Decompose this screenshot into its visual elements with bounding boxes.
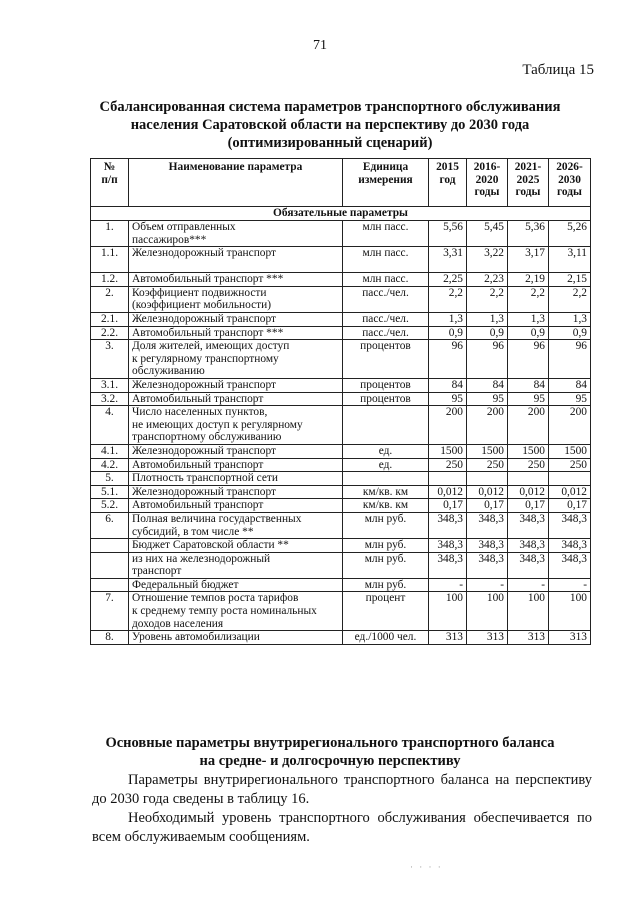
row-name-line: Автомобильный транспорт *** bbox=[132, 326, 284, 339]
paragraph-1: Параметры внутрирегионального транспортного баланса на перспективу до 2030 года сведены в таблицу 16. bbox=[92, 772, 592, 807]
row-number: 1.1. bbox=[91, 247, 129, 273]
row-name-line: Отношение темпов роста тарифов bbox=[132, 592, 299, 605]
row-name-line: Автомобильный транспорт bbox=[132, 392, 264, 405]
value-2021-2025: 1500 bbox=[508, 444, 549, 458]
value-2026-2030: 348,3 bbox=[549, 512, 591, 538]
value-2026-2030: 313 bbox=[549, 631, 591, 645]
row-name bbox=[129, 247, 343, 273]
row-unit: процентов bbox=[343, 340, 429, 379]
value-2015: 95 bbox=[429, 392, 467, 406]
table-row bbox=[91, 286, 591, 312]
table-row bbox=[91, 499, 591, 513]
value-2015: 348,3 bbox=[429, 552, 467, 578]
value-2021-2025: 0,012 bbox=[508, 485, 549, 499]
row-name bbox=[129, 592, 343, 631]
value-2026-2030: 96 bbox=[549, 340, 591, 379]
value-2026-2030 bbox=[549, 472, 591, 486]
table-row bbox=[91, 472, 591, 486]
row-unit: км/кв. км bbox=[343, 485, 429, 499]
value-2021-2025: 96 bbox=[508, 340, 549, 379]
value-2021-2025: 100 bbox=[508, 592, 549, 631]
value-2021-2025: 250 bbox=[508, 458, 549, 472]
section-title-line: на средне- и долгосрочную перспективу bbox=[199, 753, 461, 769]
row-name-line: Полная величина государственных bbox=[132, 512, 302, 525]
row-unit: млн руб. bbox=[343, 512, 429, 538]
row-unit bbox=[343, 406, 429, 445]
row-name bbox=[129, 631, 343, 645]
title-line: (оптимизированный сценарий) bbox=[227, 135, 433, 151]
row-name-line: к среднему темпу роста номинальных bbox=[132, 605, 317, 618]
scan-artifact: · · · · bbox=[410, 862, 443, 872]
row-name-line: Автомобильный транспорт *** bbox=[132, 273, 284, 286]
table-row bbox=[91, 578, 591, 592]
row-name bbox=[129, 406, 343, 445]
row-name-line: Автомобильный транспорт bbox=[132, 458, 264, 471]
row-unit: млн руб. bbox=[343, 539, 429, 553]
row-name bbox=[129, 392, 343, 406]
value-2015: 1,3 bbox=[429, 312, 467, 326]
value-2021-2025: 0,9 bbox=[508, 326, 549, 340]
row-number: 5. bbox=[91, 472, 129, 486]
row-name bbox=[129, 340, 343, 379]
value-2016-2020: 1,3 bbox=[467, 312, 508, 326]
value-2021-2025: 1,3 bbox=[508, 312, 549, 326]
header-2021-2025: 2021- 2025 годы bbox=[508, 159, 549, 207]
value-2016-2020: 250 bbox=[467, 458, 508, 472]
row-number: 3. bbox=[91, 340, 129, 379]
row-number: 1. bbox=[91, 221, 129, 247]
row-name bbox=[129, 326, 343, 340]
value-2016-2020: 5,45 bbox=[467, 221, 508, 247]
value-2026-2030: 0,012 bbox=[549, 485, 591, 499]
table-row bbox=[91, 485, 591, 499]
value-2015: - bbox=[429, 578, 467, 592]
table-row bbox=[91, 392, 591, 406]
value-2015: 96 bbox=[429, 340, 467, 379]
header-name: Наименование параметра bbox=[129, 159, 343, 207]
value-2015: 100 bbox=[429, 592, 467, 631]
row-name-line: Железнодорожный транспорт bbox=[132, 378, 277, 391]
value-2015: 313 bbox=[429, 631, 467, 645]
row-name bbox=[129, 512, 343, 538]
value-2016-2020: 313 bbox=[467, 631, 508, 645]
value-2026-2030: 348,3 bbox=[549, 539, 591, 553]
row-name-line: Автомобильный транспорт bbox=[132, 499, 264, 512]
row-name bbox=[129, 472, 343, 486]
row-name bbox=[129, 485, 343, 499]
table-row bbox=[91, 552, 591, 578]
row-number: 6. bbox=[91, 512, 129, 538]
value-2015: 348,3 bbox=[429, 539, 467, 553]
value-2026-2030: 100 bbox=[549, 592, 591, 631]
value-2015: 250 bbox=[429, 458, 467, 472]
value-2026-2030: 348,3 bbox=[549, 552, 591, 578]
value-2021-2025: 348,3 bbox=[508, 552, 549, 578]
page-number: 71 bbox=[313, 38, 327, 53]
row-name-line: не имеющих доступ к регулярному bbox=[132, 418, 303, 431]
row-name-line: Железнодорожный транспорт bbox=[132, 485, 277, 498]
value-2016-2020: 3,22 bbox=[467, 247, 508, 273]
table-row bbox=[91, 273, 591, 287]
row-number bbox=[91, 552, 129, 578]
row-name-line: субсидий, в том числе ** bbox=[132, 525, 254, 538]
row-unit bbox=[343, 472, 429, 486]
value-2015 bbox=[429, 472, 467, 486]
row-name-line: Железнодорожный транспорт bbox=[132, 444, 277, 457]
row-name-line: обслуживанию bbox=[132, 365, 205, 378]
value-2026-2030: - bbox=[549, 578, 591, 592]
section-title bbox=[60, 734, 600, 770]
value-2026-2030: 1500 bbox=[549, 444, 591, 458]
row-number: 2.2. bbox=[91, 326, 129, 340]
row-number: 3.2. bbox=[91, 392, 129, 406]
row-unit: процентов bbox=[343, 378, 429, 392]
value-2021-2025: 5,36 bbox=[508, 221, 549, 247]
row-unit: процент bbox=[343, 592, 429, 631]
value-2021-2025: - bbox=[508, 578, 549, 592]
value-2016-2020: 96 bbox=[467, 340, 508, 379]
table-row bbox=[91, 444, 591, 458]
row-name-line: Железнодорожный транспорт bbox=[132, 312, 277, 325]
row-unit: км/кв. км bbox=[343, 499, 429, 513]
value-2015: 200 bbox=[429, 406, 467, 445]
row-name-line: Плотность транспортной сети bbox=[132, 472, 278, 485]
table-row bbox=[91, 378, 591, 392]
row-unit: пасс./чел. bbox=[343, 326, 429, 340]
value-2015: 0,9 bbox=[429, 326, 467, 340]
value-2015: 1500 bbox=[429, 444, 467, 458]
row-name-line: к регулярному транспортному bbox=[132, 352, 279, 365]
row-unit: ед. bbox=[343, 458, 429, 472]
row-name bbox=[129, 458, 343, 472]
value-2016-2020: 100 bbox=[467, 592, 508, 631]
value-2026-2030: 200 bbox=[549, 406, 591, 445]
value-2026-2030: 2,2 bbox=[549, 286, 591, 312]
value-2016-2020: 2,2 bbox=[467, 286, 508, 312]
paragraph-2: Необходимый уровень транспортного обслуживания обеспечивается по всем обслуживаемым сообщениям. bbox=[92, 810, 592, 845]
table-row bbox=[91, 406, 591, 445]
row-name-line: Объем отправленных bbox=[132, 221, 236, 233]
row-name-line: Железнодорожный транспорт bbox=[132, 247, 277, 260]
value-2026-2030: 84 bbox=[549, 378, 591, 392]
table-row bbox=[91, 340, 591, 379]
value-2021-2025: 348,3 bbox=[508, 512, 549, 538]
value-2016-2020: 200 bbox=[467, 406, 508, 445]
row-number: 5.1. bbox=[91, 485, 129, 499]
row-name bbox=[129, 286, 343, 312]
parameters-table bbox=[90, 158, 591, 645]
value-2015: 3,31 bbox=[429, 247, 467, 273]
row-name-line: Доля жителей, имеющих доступ bbox=[132, 340, 290, 353]
value-2015: 2,25 bbox=[429, 273, 467, 287]
row-number: 4.1. bbox=[91, 444, 129, 458]
value-2026-2030: 1,3 bbox=[549, 312, 591, 326]
table-row bbox=[91, 326, 591, 340]
row-name bbox=[129, 499, 343, 513]
value-2021-2025: 84 bbox=[508, 378, 549, 392]
value-2026-2030: 0,17 bbox=[549, 499, 591, 513]
value-2026-2030: 2,15 bbox=[549, 273, 591, 287]
value-2021-2025: 348,3 bbox=[508, 539, 549, 553]
table-row bbox=[91, 221, 591, 247]
row-name bbox=[129, 312, 343, 326]
row-name-line: транспортному обслуживанию bbox=[132, 431, 282, 444]
row-name-line: (коэффициент мобильности) bbox=[132, 299, 272, 312]
row-number: 5.2. bbox=[91, 499, 129, 513]
row-unit: пасс./чел. bbox=[343, 286, 429, 312]
value-2016-2020: 0,012 bbox=[467, 485, 508, 499]
row-unit: млн руб. bbox=[343, 578, 429, 592]
value-2015: 0,17 bbox=[429, 499, 467, 513]
row-name-line: пассажиров*** bbox=[132, 233, 207, 246]
row-unit: млн пасс. bbox=[343, 221, 429, 247]
row-unit: пасс./чел. bbox=[343, 312, 429, 326]
row-name bbox=[129, 552, 343, 578]
value-2016-2020: 2,23 bbox=[467, 273, 508, 287]
value-2016-2020: 84 bbox=[467, 378, 508, 392]
row-name bbox=[129, 539, 343, 553]
header-2016-2020: 2016- 2020 годы bbox=[467, 159, 508, 207]
row-unit: процентов bbox=[343, 392, 429, 406]
value-2026-2030: 3,11 bbox=[549, 247, 591, 273]
row-name bbox=[129, 578, 343, 592]
header-2015: 2015 год bbox=[429, 159, 467, 207]
value-2016-2020: 348,3 bbox=[467, 512, 508, 538]
table-label: Таблица 15 bbox=[522, 62, 594, 78]
table-row bbox=[91, 592, 591, 631]
row-unit: млн пасс. bbox=[343, 247, 429, 273]
section-title-line: Основные параметры внутрирегионального транспортного баланса bbox=[105, 735, 555, 751]
row-number: 1.2. bbox=[91, 273, 129, 287]
table-row bbox=[91, 458, 591, 472]
row-name bbox=[129, 378, 343, 392]
value-2021-2025: 3,17 bbox=[508, 247, 549, 273]
table-title bbox=[60, 98, 600, 152]
table-row bbox=[91, 631, 591, 645]
row-name bbox=[129, 221, 343, 247]
row-number bbox=[91, 539, 129, 553]
row-number: 4. bbox=[91, 406, 129, 445]
value-2026-2030: 5,26 bbox=[549, 221, 591, 247]
value-2015: 2,2 bbox=[429, 286, 467, 312]
value-2016-2020: 0,17 bbox=[467, 499, 508, 513]
value-2015: 84 bbox=[429, 378, 467, 392]
row-unit: ед. bbox=[343, 444, 429, 458]
value-2021-2025: 313 bbox=[508, 631, 549, 645]
row-unit: млн руб. bbox=[343, 552, 429, 578]
row-unit: млн пасс. bbox=[343, 273, 429, 287]
row-number: 4.2. bbox=[91, 458, 129, 472]
table-row bbox=[91, 539, 591, 553]
row-name-line: Коэффициент подвижности bbox=[132, 286, 267, 299]
section-header: Обязательные параметры bbox=[91, 207, 591, 221]
value-2021-2025: 2,2 bbox=[508, 286, 549, 312]
row-number: 3.1. bbox=[91, 378, 129, 392]
row-name-line: доходов населения bbox=[132, 617, 224, 630]
row-number: 8. bbox=[91, 631, 129, 645]
row-name-line: из них на железнодорожный bbox=[132, 552, 271, 565]
value-2016-2020: 95 bbox=[467, 392, 508, 406]
row-name bbox=[129, 273, 343, 287]
value-2021-2025: 200 bbox=[508, 406, 549, 445]
header-unit: Единица измерения bbox=[343, 159, 429, 207]
value-2015: 5,56 bbox=[429, 221, 467, 247]
table-row bbox=[91, 247, 591, 273]
row-number: 2.1. bbox=[91, 312, 129, 326]
value-2016-2020: 1500 bbox=[467, 444, 508, 458]
value-2021-2025 bbox=[508, 472, 549, 486]
value-2026-2030: 0,9 bbox=[549, 326, 591, 340]
table-row bbox=[91, 312, 591, 326]
title-line: населения Саратовской области на перспективу до 2030 года bbox=[130, 117, 530, 133]
row-number: 2. bbox=[91, 286, 129, 312]
value-2016-2020: 348,3 bbox=[467, 552, 508, 578]
value-2016-2020: 348,3 bbox=[467, 539, 508, 553]
value-2015: 0,012 bbox=[429, 485, 467, 499]
row-name bbox=[129, 444, 343, 458]
value-2021-2025: 0,17 bbox=[508, 499, 549, 513]
row-name-line: Число населенных пунктов, bbox=[132, 406, 268, 419]
row-number bbox=[91, 578, 129, 592]
row-name-line: транспорт bbox=[132, 565, 182, 578]
value-2016-2020 bbox=[467, 472, 508, 486]
value-2015: 348,3 bbox=[429, 512, 467, 538]
value-2021-2025: 2,19 bbox=[508, 273, 549, 287]
row-name-line: Бюджет Саратовской области ** bbox=[132, 539, 289, 552]
value-2026-2030: 95 bbox=[549, 392, 591, 406]
row-name-line: Уровень автомобилизации bbox=[132, 631, 260, 644]
header-num: № п/п bbox=[91, 159, 129, 207]
header-2026-2030: 2026- 2030 годы bbox=[549, 159, 591, 207]
value-2021-2025: 95 bbox=[508, 392, 549, 406]
row-unit: ед./1000 чел. bbox=[343, 631, 429, 645]
row-name-line: Федеральный бюджет bbox=[132, 578, 239, 591]
table-row bbox=[91, 512, 591, 538]
title-line: Сбалансированная система параметров транспортного обслуживания bbox=[99, 99, 561, 115]
value-2016-2020: 0,9 bbox=[467, 326, 508, 340]
value-2016-2020: - bbox=[467, 578, 508, 592]
row-number: 7. bbox=[91, 592, 129, 631]
value-2026-2030: 250 bbox=[549, 458, 591, 472]
